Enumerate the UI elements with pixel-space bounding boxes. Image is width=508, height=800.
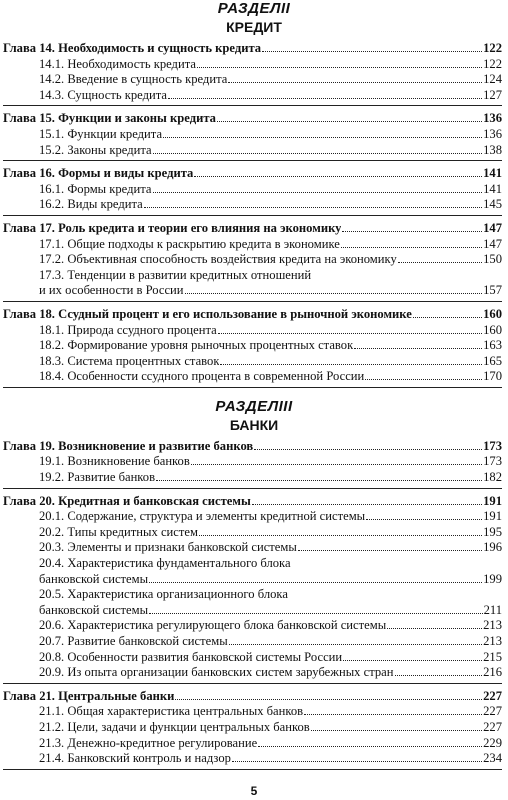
dot-leader: [343, 660, 482, 661]
subsection-entry[interactable]: [0, 751, 502, 767]
dot-leader: [228, 82, 482, 83]
chapter-page: 227: [483, 688, 502, 703]
subsection-title: 21.2. Цели, задачи и функции центральных банков: [39, 719, 310, 734]
dot-leader: [175, 699, 482, 700]
subsection-title: банковской системы: [39, 602, 149, 617]
subsection-title: 17.3. Тенденции в развитии кредитных отношений: [39, 267, 312, 282]
chapter-page: 122: [483, 41, 502, 55]
subsection-title: 19.2. Развитие банков: [39, 470, 156, 485]
subsection-page: 124: [483, 72, 502, 87]
chapter-block: [0, 111, 508, 161]
dot-leader: [156, 480, 482, 481]
subsection-entry[interactable]: [0, 143, 502, 159]
chapter-entry[interactable]: [0, 111, 502, 127]
chapter-entry[interactable]: [0, 494, 502, 510]
subsection-page: 160: [483, 322, 502, 337]
dot-leader: [342, 231, 482, 232]
chapter-block: [0, 439, 508, 489]
dot-leader: [197, 67, 482, 68]
chapter-divider: [3, 301, 502, 302]
chapter-block: [0, 166, 508, 216]
subsection-entry[interactable]: [0, 338, 502, 354]
subsection-entry[interactable]: [0, 182, 502, 198]
subsection-title: 17.2. Объективная способность воздействия кредита на экономику: [39, 252, 397, 267]
dot-leader: [252, 504, 482, 505]
subsection-title: 20.7. Развитие банковской системы: [39, 634, 228, 648]
subsection-title: 15.1. Функции кредита: [39, 126, 163, 141]
dot-leader: [254, 449, 482, 450]
subsection-entry[interactable]: [0, 88, 502, 104]
dot-leader: [395, 675, 483, 676]
chapter-title: Глава 20. Кредитная и банковская системы: [3, 493, 251, 508]
subsection-page: 170: [483, 369, 502, 384]
section-name: КРЕДИТ: [226, 19, 282, 35]
subsection-entry[interactable]: [0, 736, 502, 752]
subsection-entry[interactable]: [0, 704, 502, 720]
subsection-page: 150: [483, 252, 502, 267]
chapter-page: 173: [483, 438, 502, 453]
dot-leader: [168, 98, 482, 99]
chapter-title: Глава 16. Формы и виды кредита: [3, 166, 194, 181]
subsection-page: 138: [483, 142, 502, 157]
subsection-title: 15.2. Законы кредита: [39, 142, 152, 157]
dot-leader: [153, 192, 483, 193]
subsection-title: 21.4. Банковский контроль и надзор: [39, 751, 231, 766]
chapter-block: [0, 494, 508, 684]
subsection-title: 20.6. Характеристика регулирующего блока банковской системы: [39, 618, 387, 633]
dot-leader: [341, 247, 482, 248]
dot-leader: [311, 730, 482, 731]
dot-leader: [354, 348, 482, 349]
section-name: БАНКИ: [229, 416, 279, 433]
subsection-page: 122: [483, 56, 502, 71]
dot-leader: [218, 333, 482, 334]
subsection-entry[interactable]: [0, 72, 502, 88]
chapter-divider: [3, 387, 502, 388]
subsection-title: 21.3. Денежно-кредитное регулирование: [39, 735, 258, 750]
subsection-entry[interactable]: [0, 556, 502, 572]
subsection-page: 234: [483, 751, 502, 766]
chapter-page: 160: [483, 306, 502, 321]
dot-leader: [149, 613, 482, 614]
dot-leader: [217, 121, 482, 122]
subsection-entry[interactable]: [0, 454, 502, 470]
subsection-entry[interactable]: [0, 634, 502, 650]
subsection-page: 195: [483, 524, 502, 539]
dot-leader: [365, 379, 482, 380]
chapter-entry[interactable]: [0, 307, 502, 323]
subsection-entry[interactable]: [0, 603, 502, 619]
chapter-title: Глава 17. Роль кредита и теории его влияния на экономику: [3, 220, 342, 235]
subsection-title: 18.1. Природа ссудного процента: [39, 322, 217, 337]
subsection-page: 196: [483, 540, 502, 555]
chapter-entry[interactable]: [0, 689, 502, 705]
subsection-title: 16.1. Формы кредита: [39, 181, 152, 196]
subsection-page: 157: [483, 283, 502, 298]
dot-leader: [413, 317, 482, 318]
subsection-entry[interactable]: [0, 252, 502, 268]
subsection-title: банковской системы: [39, 571, 149, 586]
subsection-page: 216: [483, 665, 502, 680]
dot-leader: [262, 51, 482, 52]
subsection-entry[interactable]: [0, 525, 502, 541]
chapter-entry[interactable]: [0, 41, 502, 57]
subsection-page: 141: [483, 181, 502, 196]
subsection-page: 199: [483, 571, 502, 586]
subsection-entry[interactable]: [0, 587, 502, 603]
section-heading: [0, 398, 508, 434]
dot-leader: [304, 714, 482, 715]
chapter-entry[interactable]: [0, 221, 502, 237]
subsection-page: 215: [483, 649, 502, 664]
subsection-title: 20.9. Из опыта организации банковских систем зарубежных стран: [39, 665, 394, 680]
subsection-entry[interactable]: [0, 268, 502, 284]
subsection-title: 20.5. Характеристика организационного блока: [39, 587, 288, 602]
chapter-block: [0, 689, 508, 770]
subsection-entry[interactable]: [0, 369, 502, 385]
section-part-label: РАЗДЕЛII: [217, 0, 291, 17]
subsection-page: 182: [483, 470, 502, 485]
dot-leader: [199, 535, 482, 536]
subsection-title: 19.1. Возникновение банков: [39, 454, 190, 469]
chapter-divider: [3, 488, 502, 489]
subsection-entry[interactable]: [0, 197, 502, 213]
chapter-divider: [3, 105, 502, 106]
subsection-entry[interactable]: [0, 650, 502, 666]
section-2: [0, 398, 508, 770]
subsection-page: 191: [483, 509, 502, 524]
subsection-entry[interactable]: [0, 57, 502, 73]
subsection-page: 213: [483, 618, 502, 633]
dot-leader: [298, 550, 482, 551]
chapter-title: Глава 15. Функции и законы кредита: [3, 111, 216, 126]
subsection-entry[interactable]: [0, 323, 502, 339]
section-heading: [0, 0, 508, 36]
section-1: [0, 0, 508, 388]
subsection-title: 21.1. Общая характеристика центральных банков: [39, 704, 304, 719]
subsection-page: 136: [483, 126, 502, 141]
dot-leader: [232, 761, 482, 762]
subsection-entry[interactable]: [0, 618, 502, 634]
chapter-block: [0, 307, 508, 388]
dot-leader: [220, 364, 482, 365]
subsection-entry[interactable]: [0, 572, 502, 588]
chapter-title: Глава 19. Возникновение и развитие банков: [3, 438, 254, 453]
chapter-page: 141: [483, 166, 502, 181]
subsection-title: 18.2. Формирование уровня рыночных процентных ставок: [39, 338, 354, 353]
chapter-divider: [3, 683, 502, 684]
subsection-title: 20.2. Типы кредитных систем: [39, 524, 198, 539]
subsection-title: 17.1. Общие подходы к раскрытию кредита в экономике: [39, 236, 340, 251]
chapter-divider: [3, 769, 502, 770]
chapter-title: Глава 21. Центральные банки: [3, 688, 175, 703]
subsection-entry[interactable]: [0, 237, 502, 253]
subsection-title: 16.2. Виды кредита: [39, 197, 143, 212]
subsection-title: 14.1. Необходимость кредита: [39, 56, 196, 71]
subsection-title: 14.3. Сущность кредита: [39, 87, 167, 102]
subsection-title: 20.3. Элементы и признаки банковской системы: [39, 540, 297, 555]
dot-leader: [149, 582, 482, 583]
subsection-entry[interactable]: [0, 665, 502, 681]
subsection-page: 163: [483, 338, 502, 353]
subsection-page: 165: [483, 353, 502, 368]
chapter-title: Глава 18. Ссудный процент и его использование в рыночной экономике: [3, 306, 412, 321]
chapter-page: 191: [483, 493, 502, 508]
subsection-title: 18.4. Особенности ссудного процента в современной России: [39, 369, 365, 384]
chapter-block: [0, 41, 508, 106]
page-number: 5: [250, 784, 258, 798]
subsection-page: 227: [483, 719, 502, 734]
dot-leader: [366, 519, 482, 520]
subsection-page: 211: [483, 602, 502, 617]
subsection-title: и их особенности в России: [39, 283, 184, 298]
dot-leader: [194, 176, 482, 177]
section-part-label: РАЗДЕЛIII: [215, 397, 293, 415]
dot-leader: [185, 293, 483, 294]
dot-leader: [387, 628, 482, 629]
subsection-entry[interactable]: [0, 354, 502, 370]
dot-leader: [229, 644, 482, 645]
subsection-page: 147: [483, 236, 502, 251]
subsection-page: 213: [483, 634, 502, 648]
chapter-page: 147: [483, 220, 502, 235]
chapter-block: [0, 221, 508, 302]
subsection-page: 227: [483, 704, 502, 719]
subsection-title: 14.2. Введение в сущность кредита: [39, 72, 228, 87]
subsection-entry[interactable]: [0, 127, 502, 143]
dot-leader: [258, 746, 482, 747]
dot-leader: [144, 207, 482, 208]
chapter-entry[interactable]: [0, 439, 502, 455]
subsection-entry[interactable]: [0, 509, 502, 525]
subsection-title: 20.4. Характеристика фундаментального блока: [39, 556, 291, 571]
dot-leader: [191, 464, 482, 465]
subsection-page: 173: [483, 454, 502, 469]
subsection-title: 20.1. Содержание, структура и элементы кредитной системы: [39, 509, 366, 524]
chapter-divider: [3, 160, 502, 161]
subsection-title: 18.3. Система процентных ставок: [39, 353, 220, 368]
subsection-page: 145: [483, 197, 502, 212]
dot-leader: [398, 262, 482, 263]
dot-leader: [163, 137, 482, 138]
chapter-page: 136: [483, 111, 502, 126]
chapter-entry[interactable]: [0, 166, 502, 182]
subsection-title: 20.8. Особенности развития банковской системы России: [39, 649, 343, 664]
subsection-entry[interactable]: [0, 720, 502, 736]
subsection-entry[interactable]: [0, 283, 502, 299]
subsection-page: 127: [483, 87, 502, 102]
chapter-title: Глава 14. Необходимость и сущность кредита: [3, 41, 262, 55]
subsection-entry[interactable]: [0, 540, 502, 556]
dot-leader: [153, 153, 483, 154]
chapter-divider: [3, 215, 502, 216]
subsection-page: 229: [483, 735, 502, 750]
subsection-entry[interactable]: [0, 470, 502, 486]
